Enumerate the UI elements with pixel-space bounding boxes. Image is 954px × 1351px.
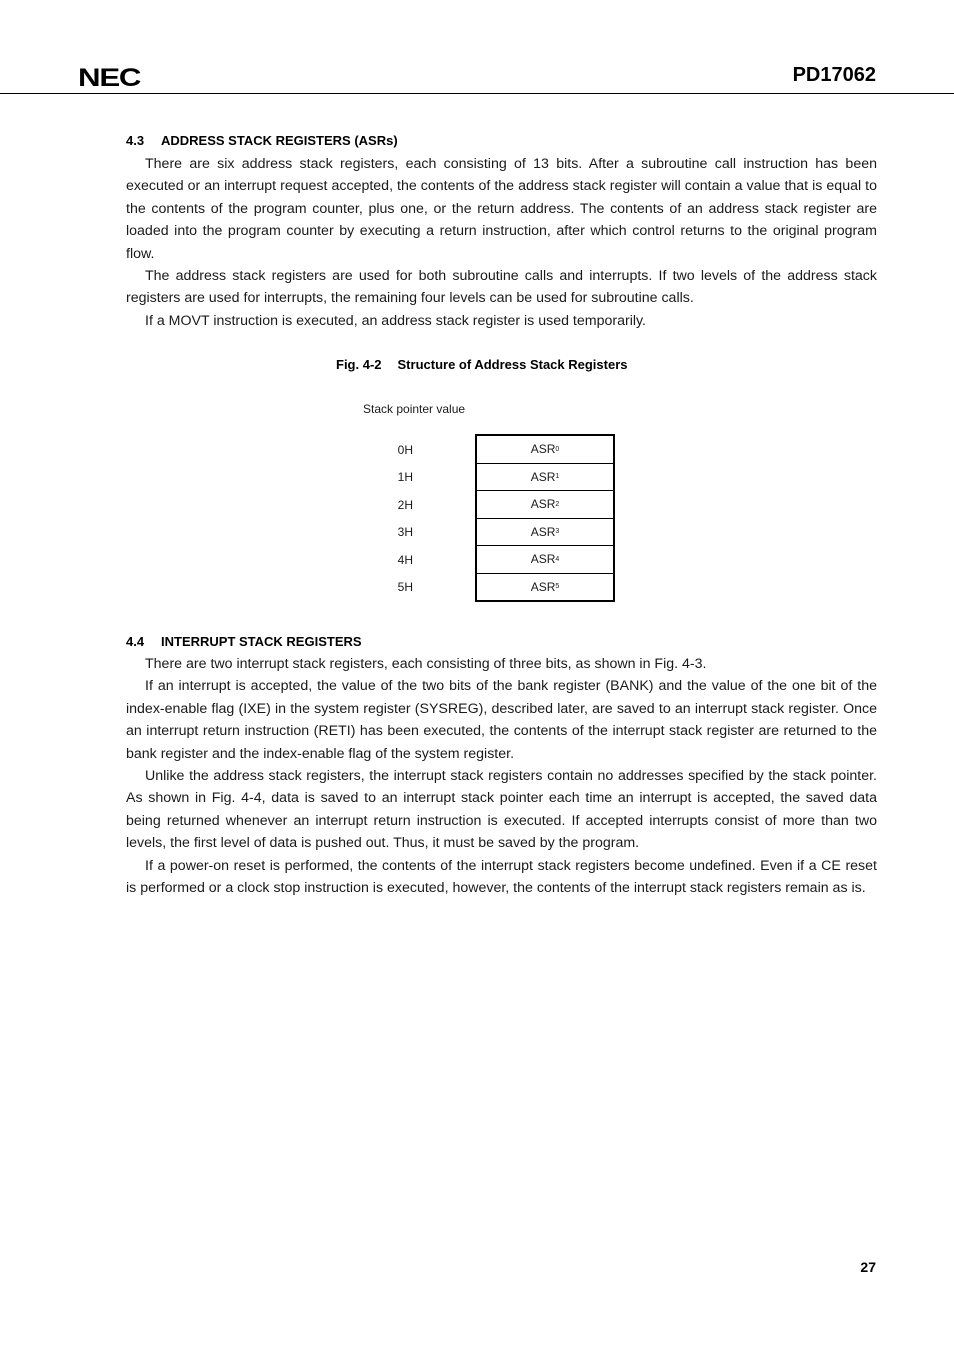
stack-pointer-value: 1H — [397, 470, 413, 485]
asr-row — [477, 573, 613, 601]
figure-title: Structure of Address Stack Registers — [397, 357, 628, 372]
paragraph: If a power-on reset is performed, the contents of the interrupt stack registers become undefined. Even if a CE reset is performed or a clock stop instruction is executed, however, the contents of the interrupt stack registers remain as is. — [126, 857, 877, 897]
section-4-4-heading — [126, 634, 362, 649]
document-id: PD17062 — [792, 64, 876, 86]
section-title: ADDRESS STACK REGISTERS (ASRs) — [161, 133, 398, 148]
register-index: 4 — [555, 555, 560, 563]
register-name: ASR — [530, 442, 556, 457]
nec-logo: NEC — [78, 64, 141, 92]
register-name: ASR — [530, 552, 556, 567]
register-name: ASR — [530, 469, 556, 484]
stack-pointer-value: 0H — [397, 442, 413, 457]
register-index: 3 — [555, 528, 560, 536]
paragraph: If a MOVT instruction is executed, an address stack register is used temporarily. — [145, 312, 646, 329]
register-index: 1 — [555, 473, 560, 481]
section-4-3-body — [126, 153, 877, 332]
figure-number: Fig. 4-2 — [336, 357, 382, 372]
paragraph: There are two interrupt stack registers, each consisting of three bits, as shown in Fig. 4-3. — [145, 656, 707, 672]
asr-row — [477, 518, 613, 546]
stack-pointer-value: 5H — [397, 580, 413, 595]
asr-row — [477, 490, 613, 518]
section-number: 4.3 — [126, 133, 145, 148]
header-divider — [0, 93, 954, 94]
register-index: 0 — [555, 445, 560, 453]
stack-pointer-value: 3H — [397, 525, 413, 540]
register-name: ASR — [530, 524, 556, 539]
asr-row — [477, 463, 613, 491]
register-name: ASR — [530, 579, 556, 594]
paragraph: If an interrupt is accepted, the value of the two bits of the bank register (BANK) and the value of the one bit of the index-enable flag (IXE) in the system register (SYSREG), described later, are saved to an interrupt stack register. Once an interrupt return instruction (RETI) has been executed, the contents of the interrupt stack register are returned to the bank register and the index-enable flag of the system register. — [126, 678, 877, 762]
paragraph: There are six address stack registers, each consisting of 13 bits. After a subroutine call instruction has been executed or an interrupt request accepted, the contents of the address stack register will contain a value that is equal to the contents of the program counter, plus one, or the return address. The contents of an address stack register are loaded into the program counter by executing a return instruction, after which control returns to the original program flow. — [126, 156, 877, 262]
stack-pointer-values — [380, 436, 413, 601]
stack-pointer-value: 4H — [397, 552, 413, 567]
asr-row — [477, 545, 613, 573]
paragraph: Unlike the address stack registers, the interrupt stack registers contain no addresses specified by the stack pointer. As shown in Fig. 4-4, data is saved to an interrupt stack pointer each time an interrupt is accepted, the saved data being returned whenever an interrupt return instruction is executed. If accepted interrupts consist of more than two levels, the first level of data is pushed out. Thus, it must be saved by the program. — [126, 768, 877, 852]
section-number: 4.4 — [126, 634, 145, 649]
section-4-4-body — [126, 653, 877, 899]
page-number: 27 — [860, 1259, 876, 1275]
register-name: ASR — [530, 497, 556, 512]
section-title: INTERRUPT STACK REGISTERS — [161, 634, 362, 649]
figure-caption — [336, 357, 628, 372]
section-4-3-heading — [126, 133, 398, 148]
stack-pointer-label: Stack pointer value — [363, 402, 466, 416]
stack-pointer-value: 2H — [397, 497, 413, 512]
address-stack-register-table — [475, 434, 615, 602]
paragraph: The address stack registers are used for both subroutine calls and interrupts. If two levels of the address stack registers are used for interrupts, the remaining four levels can be used for subroutine calls. — [126, 268, 877, 307]
register-index: 5 — [555, 583, 560, 591]
register-index: 2 — [555, 500, 560, 508]
asr-row — [477, 436, 613, 463]
